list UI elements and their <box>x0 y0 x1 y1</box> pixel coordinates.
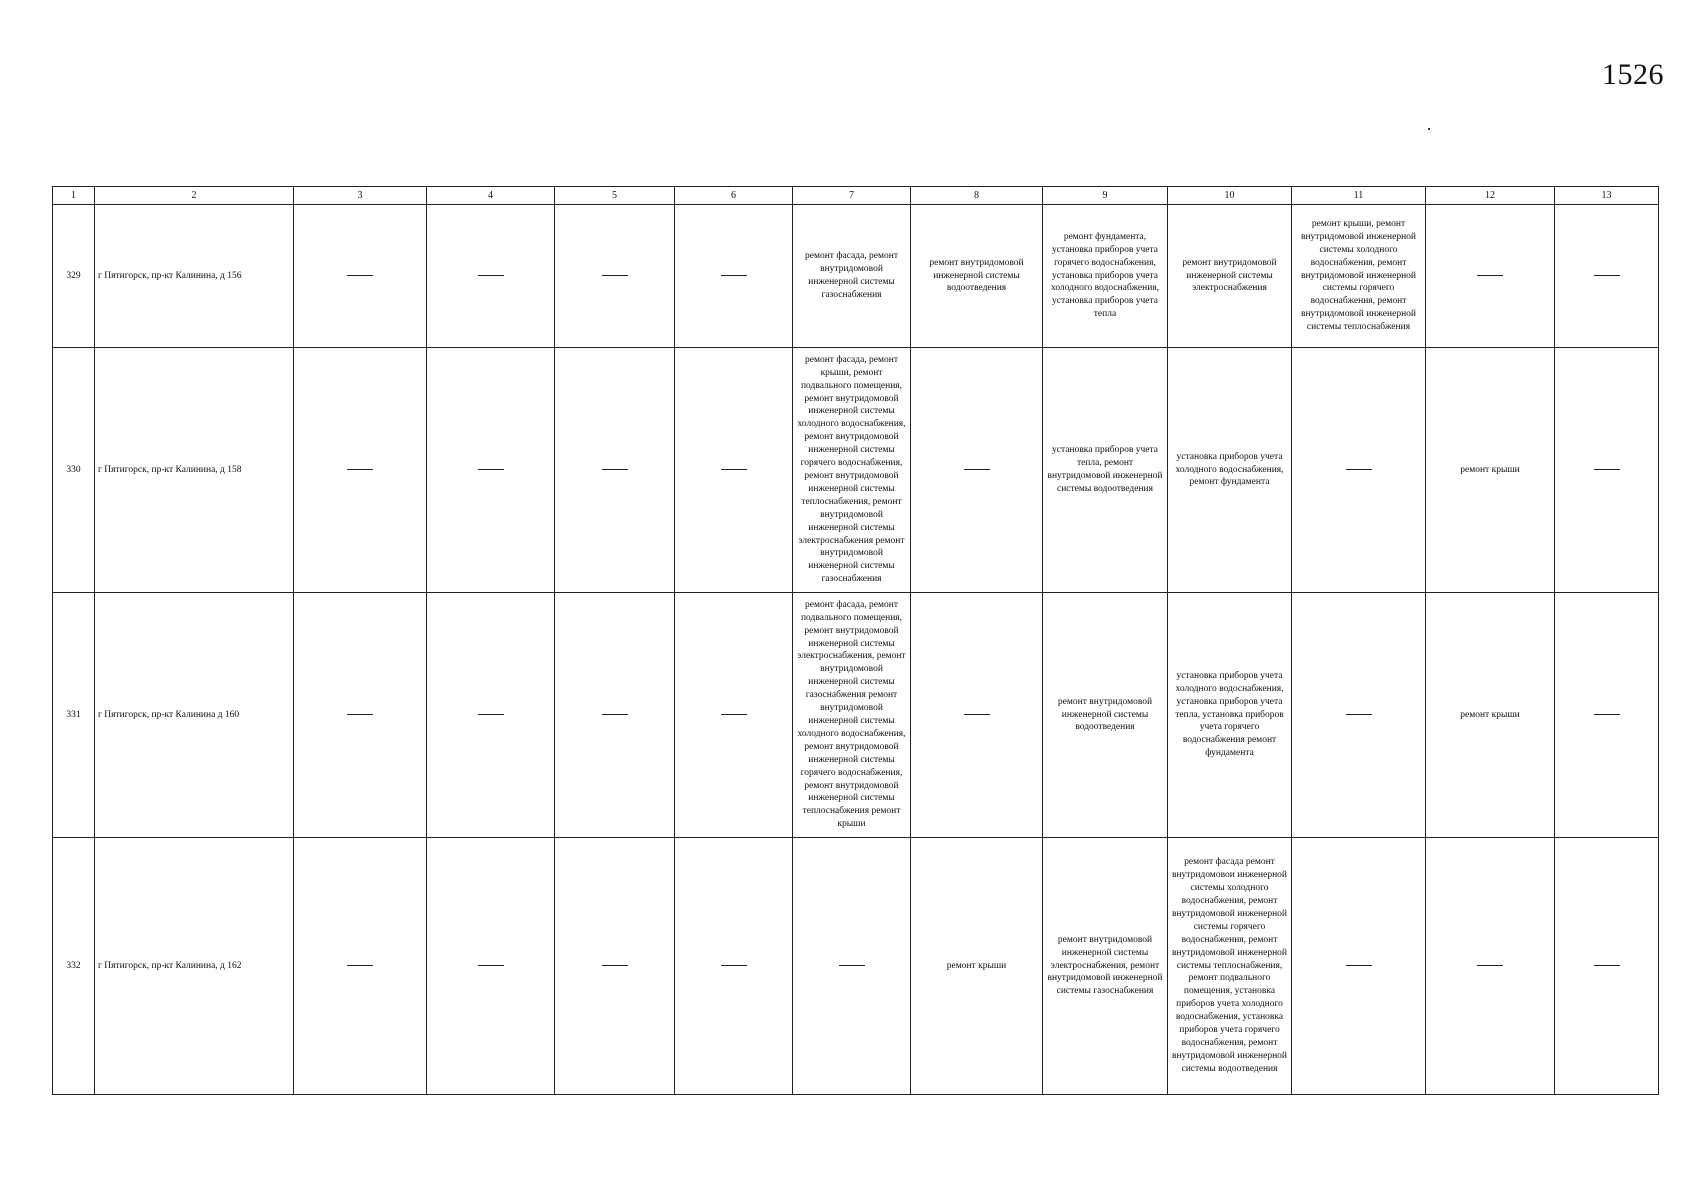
col-header-6: 6 <box>675 187 793 205</box>
empty-cell-dash <box>793 838 911 1095</box>
dash-mark <box>1594 965 1620 966</box>
dash-mark <box>721 275 747 276</box>
col-header-13: 13 <box>1555 187 1659 205</box>
empty-cell-dash <box>675 593 793 838</box>
row-address: г Пятигорск, пр-кт Калинина, д 158 <box>95 348 294 593</box>
empty-cell-dash <box>294 205 427 348</box>
empty-cell-dash <box>1555 838 1659 1095</box>
dash-mark <box>1594 275 1620 276</box>
dash-mark <box>602 469 628 470</box>
empty-cell-dash <box>555 838 675 1095</box>
row-address: г Пятигорск, пр-кт Калинина, д 156 <box>95 205 294 348</box>
empty-cell-dash <box>1555 593 1659 838</box>
dash-mark <box>721 469 747 470</box>
empty-cell-dash <box>427 205 555 348</box>
dash-mark <box>964 469 990 470</box>
empty-cell-dash <box>675 205 793 348</box>
dash-mark <box>478 469 504 470</box>
dash-mark <box>721 965 747 966</box>
scan-speck <box>1428 128 1430 130</box>
empty-cell-dash <box>555 348 675 593</box>
col-header-9: 9 <box>1043 187 1168 205</box>
col-header-4: 4 <box>427 187 555 205</box>
table-row <box>53 838 1659 1095</box>
table-row <box>53 205 1659 348</box>
dash-mark <box>1346 714 1372 715</box>
table-row <box>53 348 1659 593</box>
dash-mark <box>964 714 990 715</box>
work-cell-col9: ремонт внутридомовой инженерной системы электроснабжения, ремонт внутридомовой инженерной системы газоснабжения <box>1043 838 1168 1095</box>
empty-cell-dash <box>1292 838 1426 1095</box>
empty-cell-dash <box>1426 205 1555 348</box>
dash-mark <box>347 469 373 470</box>
work-cell-col10: ремонт внутридомовой инженерной системы электроснабжения <box>1168 205 1292 348</box>
col-header-10: 10 <box>1168 187 1292 205</box>
empty-cell-dash <box>911 348 1043 593</box>
table-row <box>53 593 1659 838</box>
work-cell-col11: ремонт крыши, ремонт внутридомовой инженерной системы холодного водоснабжения, ремонт внутридомовой инженерной системы горячего водоснабжения, ремонт внутридомовой инженерной системы теплоснабжения <box>1292 205 1426 348</box>
empty-cell-dash <box>294 838 427 1095</box>
work-cell-col12: ремонт крыши <box>1426 348 1555 593</box>
empty-cell-dash <box>1292 593 1426 838</box>
dash-mark <box>1477 965 1503 966</box>
row-address: г Пятигорск, пр-кт Калинина, д 162 <box>95 838 294 1095</box>
work-cell-col9: установка приборов учета тепла, ремонт внутридомовой инженерной системы водоотведения <box>1043 348 1168 593</box>
dash-mark <box>839 965 865 966</box>
dash-mark <box>602 714 628 715</box>
column-number-row <box>53 187 1659 205</box>
empty-cell-dash <box>294 348 427 593</box>
col-header-2: 2 <box>95 187 294 205</box>
work-cell-col8: ремонт внутридомовой инженерной системы водоотведения <box>911 205 1043 348</box>
work-cell-col9: ремонт внутридомовой инженерной системы водоотведения <box>1043 593 1168 838</box>
empty-cell-dash <box>911 593 1043 838</box>
dash-mark <box>1594 469 1620 470</box>
empty-cell-dash <box>294 593 427 838</box>
empty-cell-dash <box>555 593 675 838</box>
work-cell-col10: ремонт фасада ремонт внутридомовои инженерной системы холодного водоснабжения, ремонт внутридомовой инженерной системы горячего водоснабжения, ремонт внутридомовой инженерной системы теплоснабжения, ремонт подвального помещения, установка приборов учета холодного водоснабжения, установка приборов учета горячего водоснабжения, ремонт внутридомовой инженерной системы водоотведения <box>1168 838 1292 1095</box>
dash-mark <box>347 275 373 276</box>
empty-cell-dash <box>1555 205 1659 348</box>
repair-schedule-table <box>52 186 1659 1095</box>
col-header-12: 12 <box>1426 187 1555 205</box>
dash-mark <box>1346 469 1372 470</box>
dash-mark <box>1477 275 1503 276</box>
row-number: 332 <box>53 838 95 1095</box>
empty-cell-dash <box>427 593 555 838</box>
work-cell-col10: установка приборов учета холодного водоснабжения, ремонт фундамента <box>1168 348 1292 593</box>
empty-cell-dash <box>427 838 555 1095</box>
col-header-1: 1 <box>53 187 95 205</box>
empty-cell-dash <box>1426 838 1555 1095</box>
empty-cell-dash <box>1555 348 1659 593</box>
work-cell-col7: ремонт фасада, ремонт крыши, ремонт подвального помещения, ремонт внутридомовой инженерной системы холодного водоснабжения, ремонт внутридомовой инженерной системы горячего водоснабжения, ремонт внутридомовой инженерной системы теплоснабжения, ремонт внутридомовой инженерной системы электроснабжения ремонт внутридомовой инженерной системы газоснабжения <box>793 348 911 593</box>
dash-mark <box>347 965 373 966</box>
row-number: 329 <box>53 205 95 348</box>
dash-mark <box>721 714 747 715</box>
dash-mark <box>478 275 504 276</box>
col-header-3: 3 <box>294 187 427 205</box>
empty-cell-dash <box>675 838 793 1095</box>
empty-cell-dash <box>675 348 793 593</box>
col-header-11: 11 <box>1292 187 1426 205</box>
work-cell-col7: ремонт фасада, ремонт внутридомовой инженерной системы газоснабжения <box>793 205 911 348</box>
dash-mark <box>347 714 373 715</box>
empty-cell-dash <box>1292 348 1426 593</box>
dash-mark <box>478 965 504 966</box>
dash-mark <box>602 275 628 276</box>
col-header-8: 8 <box>911 187 1043 205</box>
dash-mark <box>1346 965 1372 966</box>
row-address: г Пятигорск, пр-кт Калинина д 160 <box>95 593 294 838</box>
empty-cell-dash <box>427 348 555 593</box>
empty-cell-dash <box>555 205 675 348</box>
col-header-5: 5 <box>555 187 675 205</box>
work-cell-col12: ремонт крыши <box>1426 593 1555 838</box>
work-cell-col10: установка приборов учета холодного водоснабжения, установка приборов учета тепла, установка приборов учета горячего водоснабжения ремонт фундамента <box>1168 593 1292 838</box>
row-number: 331 <box>53 593 95 838</box>
page-number: 1526 <box>1602 58 1664 91</box>
dash-mark <box>478 714 504 715</box>
row-number: 330 <box>53 348 95 593</box>
col-header-7: 7 <box>793 187 911 205</box>
dash-mark <box>602 965 628 966</box>
work-cell-col7: ремонт фасада, ремонт подвального помещения, ремонт внутридомовой инженерной системы электроснабжения, ремонт внутридомовой инженерной системы газоснабжения ремонт внутридомовой инженерной системы холодного водоснабжения, ремонт внутридомовой инженерной системы горячего водоснабжения, ремонт внутридомовой инженерной системы теплоснабжения ремонт крыши <box>793 593 911 838</box>
dash-mark <box>1594 714 1620 715</box>
work-cell-col8: ремонт крыши <box>911 838 1043 1095</box>
work-cell-col9: ремонт фундамента, установка приборов учета горячего водоснабжения, установка приборов учета холодного водоснабжения, установка приборов учета тепла <box>1043 205 1168 348</box>
